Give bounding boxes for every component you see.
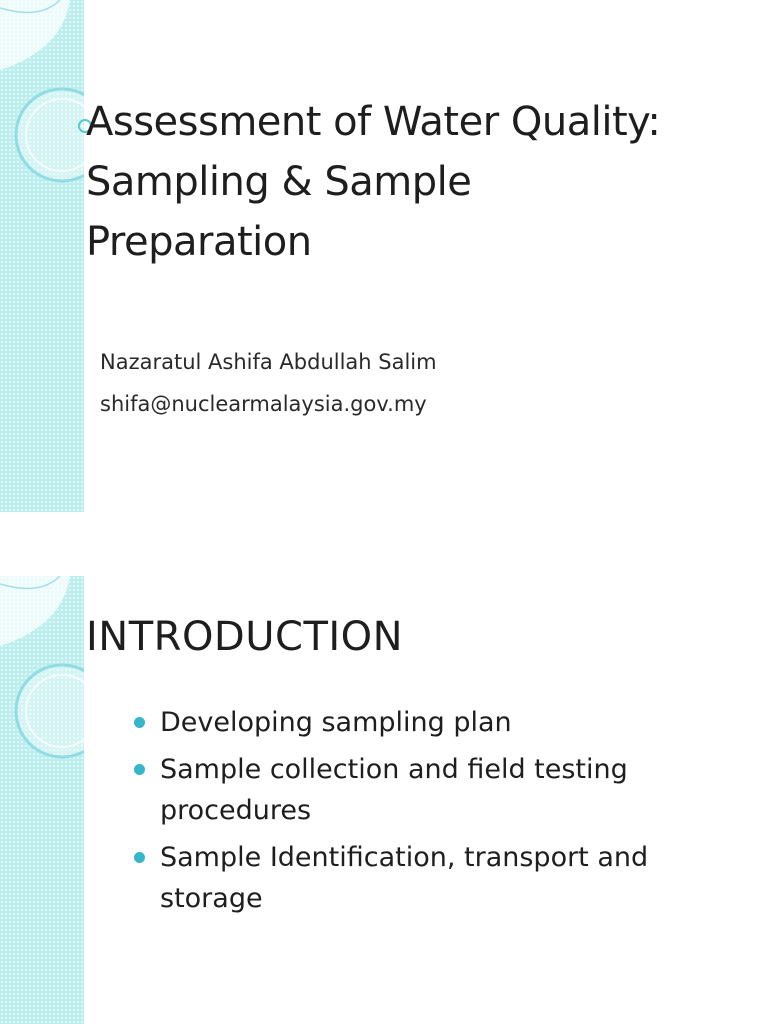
title-line: Assessment of Water Quality: <box>86 99 661 145</box>
title-line: Sampling & Sample <box>86 159 472 205</box>
bubble-decoration-icon <box>0 0 84 512</box>
title-line: Preparation <box>86 219 312 265</box>
slide-gap <box>0 512 768 576</box>
bullet-dot-icon <box>134 852 145 863</box>
list-item-text: storage <box>160 883 263 914</box>
author-email: shifa@nuclearmalaysia.gov.my <box>100 392 427 416</box>
introduction-slide <box>0 576 768 1024</box>
list-item <box>134 837 734 919</box>
bullet-list <box>134 702 734 925</box>
slide-title <box>86 92 726 272</box>
list-item-text: Sample collection and field testing <box>160 754 628 785</box>
decorative-side-panel <box>0 0 84 512</box>
list-item <box>134 749 734 831</box>
list-item <box>134 702 734 743</box>
list-item-text: Developing sampling plan <box>160 707 512 738</box>
bullet-dot-icon <box>134 717 145 728</box>
bubble-decoration-icon <box>0 576 84 1024</box>
list-item-text: Sample Identification, transport and <box>160 842 649 873</box>
author-name: Nazaratul Ashifa Abdullah Salim <box>100 350 437 374</box>
slide-heading: INTRODUCTION <box>86 614 404 660</box>
decorative-side-panel <box>0 576 84 1024</box>
list-item-text: procedures <box>160 795 312 826</box>
bullet-dot-icon <box>134 764 145 775</box>
